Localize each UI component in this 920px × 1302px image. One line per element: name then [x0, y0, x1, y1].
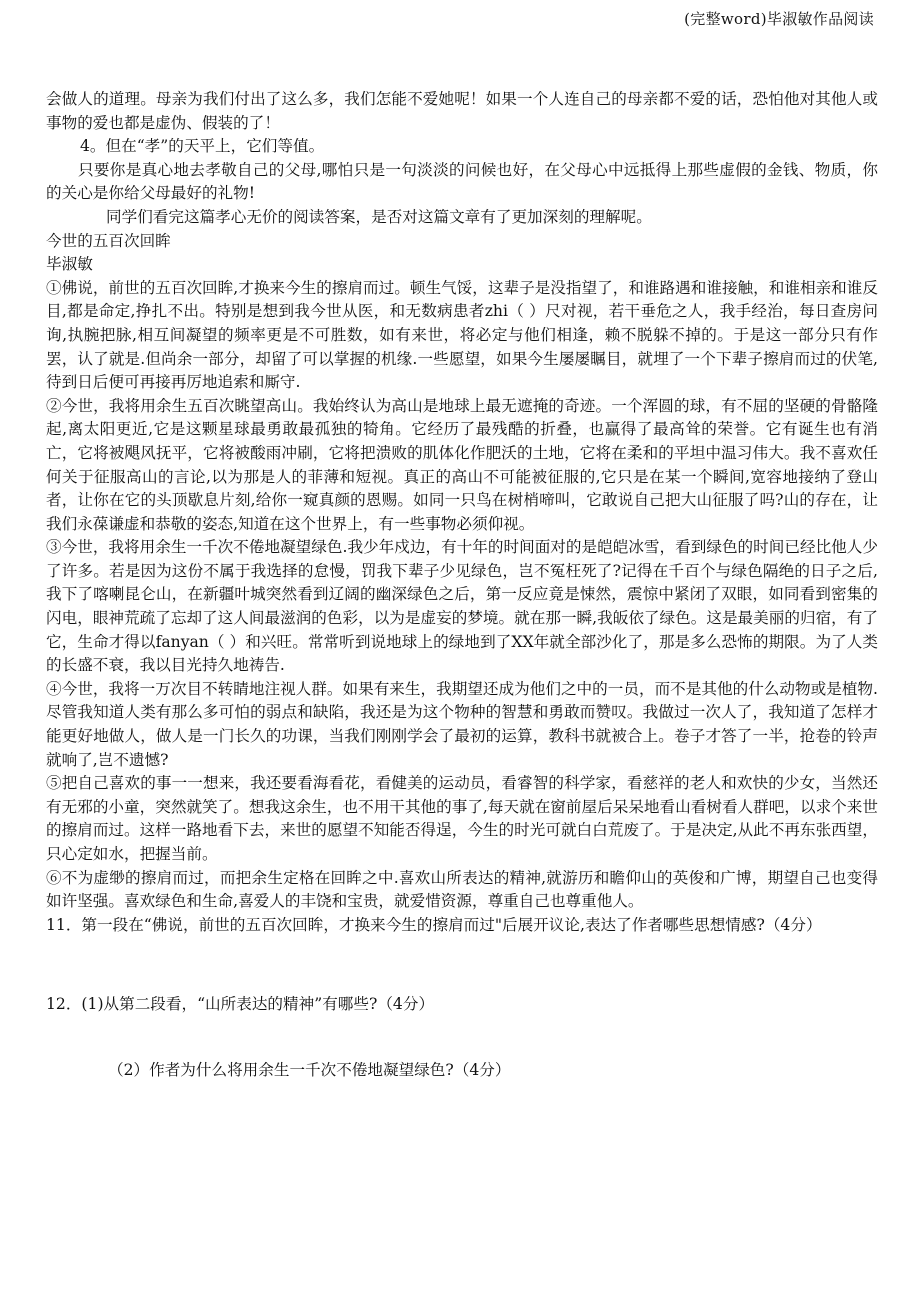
intro-closing-paragraph: 同学们看完这篇孝心无价的阅读答案，是否对这篇文章有了更加深刻的理解呢。: [106, 207, 652, 226]
page-header-title: (完整word)毕淑敏作品阅读: [684, 10, 874, 28]
question-12-part-2: （2）作者为什么将用余生一千次不倦地凝望绿色?（4分）: [108, 1060, 511, 1079]
document-body: [46, 88, 878, 1083]
intro-point-4: 4。但在“孝”的天平上，它们等值。: [80, 137, 325, 156]
article-paragraph-1: ①佛说，前世的五百次回眸,才换来今生的擦肩而过。顿生气馁，这辈子是没指望了，和谁路遇和谁接触，和谁相亲和谁反目,都是命定,挣扎不出。特别是想到我今世从医，和无数病患者zhi（ ）尺对视，若干垂危之人，我手经治，每日查房问询,执腕把脉,相互间凝望的频率更是不可胜数，如有来世，将必定与他们相逢，赖不脱躲不掉的。于是这一部分只有作罢，认了就是.但尚余一部分，却留了可以掌握的机缘.一些愿望，如果今生屡屡瞩目，就埋了一个下辈子擦肩而过的伏笔,待到日后便可再接再厉地追索和厮守.: [46, 278, 878, 392]
intro-paragraph: 会做人的道理。母亲为我们付出了这么多，我们怎能不爱她呢！如果一个人连自己的母亲都不爱的话，恐怕他对其他人或事物的爱也都是虚伪、假装的了！: [46, 90, 878, 132]
article-paragraph-2: ②今世，我将用余生五百次眺望高山。我始终认为高山是地球上最无遮掩的奇迹。一个浑圆的球，有不屈的坚硬的骨骼隆起,离太阳更近,它是这颗星球最勇敢最孤独的犄角。它经历了最残酷的折叠，也赢得了最高耸的荣誉。它有诞生也有消亡，它将被飓风抚平，它将被酸雨冲刷，它将把溃败的肌体化作肥沃的土地，它将在柔和的平坦中温习伟大。我不喜欢任何关于征服高山的言论,以为那是人的菲薄和短视。真正的高山不可能被征服的,它只是在某一个瞬间,宽容地接纳了登山者，让你在它的头顶歇息片刻,给你一窥真颜的恩赐。如同一只鸟在树梢啼叫，它敢说自己把大山征服了吗?山的存在，让我们永葆谦虚和恭敬的姿态,知道在这个世界上，有一些事物必须仰视。: [46, 396, 878, 533]
answer-space-12-1: [46, 1017, 878, 1059]
article-paragraph-4: ④今世，我将一万次目不转睛地注视人群。如果有来生，我期望还成为他们之中的一员，而不是其他的什么动物或是植物.尽管我知道人类有那么多可怕的弱点和缺陷，我还是为这个物种的智慧和勇敢而赞叹。我做过一次人了，我知道了怎样才能更好地做人，做人是一门长久的功课，当我们刚刚学会了最初的运算，教科书就被合上。卷子才答了一半，抢卷的铃声就响了,岂不遗憾?: [46, 679, 878, 769]
article-title: 今世的五百次回眸: [46, 231, 171, 250]
answer-space-11: [46, 937, 878, 993]
article-paragraph-3: ③今世，我将用余生一千次不倦地凝望绿色.我少年戍边，有十年的时间面对的是皑皑冰雪，看到绿色的时间已经比他人少了许多。若是因为这份不属于我选择的怠慢，罚我下辈子少见绿色，岂不冤枉死了?记得在千百个与绿色隔绝的日子之后,我下了喀喇昆仑山，在新疆叶城突然看到辽阔的幽深绿色之后，第一反应竟是悚然，震惊中紧闭了双眼，如同看到密集的闪电，眼神荒疏了忘却了这人间最滋润的色彩，以为是虚妄的梦境。就在那一瞬,我皈依了绿色。这是最美丽的归宿，有了它，生命才得以fanyan（ ）和兴旺。常常听到说地球上的绿地到了XX年就全部沙化了，那是多么恐怖的期限。为了人类的长盛不衰，我以目光持久地祷告.: [46, 538, 878, 675]
article-paragraph-6: ⑥不为虚缈的擦肩而过，而把余生定格在回眸之中.喜欢山所表达的精神,就游历和瞻仰山的英俊和广博，期望自己也变得如许坚强。喜欢绿色和生命,喜爱人的丰饶和宝贵，就爱惜资源，尊重自己也尊重他人。: [46, 868, 878, 911]
article-author: 毕淑敏: [46, 255, 93, 274]
question-11: 11．第一段在“佛说，前世的五百次回眸，才换来今生的擦肩而过"后展开议论,表达了作者哪些思想情感?（4分）: [46, 915, 822, 934]
intro-advice-paragraph: 只要你是真心地去孝敬自己的父母,哪怕只是一句淡淡的问候也好，在父母心中远抵得上那些虚假的金钱、物质，你的关心是你给父母最好的礼物!: [46, 160, 878, 203]
article-paragraph-5: ⑤把自己喜欢的事一一想来，我还要看海看花，看健美的运动员，看睿智的科学家，看慈祥的老人和欢快的少女，当然还有无邪的小童，突然就笑了。想我这余生，也不用干其他的事了,每天就在窗前屋后呆呆地看山看树看人群吧，以求个来世的擦肩而过。这样一路地看下去，来世的愿望不知能否得逞，今生的时光可就白白荒废了。于是决定,从此不再东张西望，只心定如水，把握当前。: [46, 774, 878, 863]
question-12-part-1: 12．(1)从第二段看，“山所表达的精神”有哪些?（4分）: [46, 995, 435, 1014]
